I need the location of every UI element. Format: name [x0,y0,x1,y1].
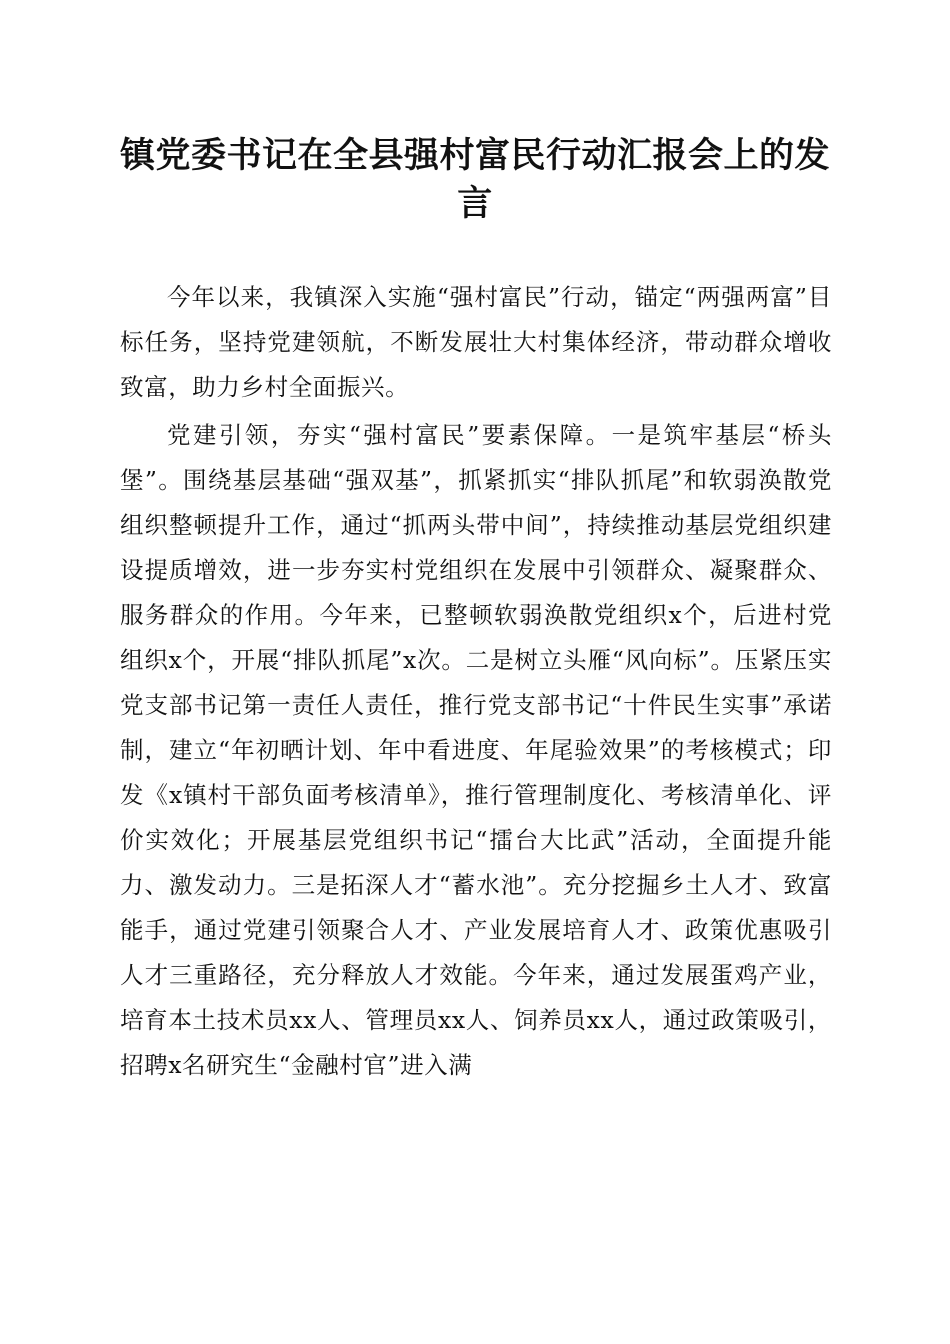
document-body [120,275,832,1091]
paragraph-party-building: 党建引领，夯实“强村富民”要素保障。一是筑牢基层“桥头堡”。围绕基层基础“强双基”，抓紧抓实“排队抓尾”和软弱涣散党组织整顿提升工作，通过“抓两头带中间”，持续推动基层党组织建设提质增效，进一步夯实村党组织在发展中引领群众、凝聚群众、服务群众的作用。今年来，已整顿软弱涣散党组织x个，后进村党组织x个，开展“排队抓尾”x次。二是树立头雁“风向标”。压紧压实党支部书记第一责任人责任，推行党支部书记“十件民生实事”承诺制，建立“年初晒计划、年中看进度、年尾验效果”的考核模式；印发《x镇村干部负面考核清单》，推行管理制度化、考核清单化、评价实效化；开展基层党组织书记“擂台大比武”活动，全面提升能力、激发动力。三是拓深人才“蓄水池”。充分挖掘乡土人才、致富能手，通过党建引领聚合人才、产业发展培育人才、政策优惠吸引人才三重路径，充分释放人才效能。今年来，通过发展蛋鸡产业，培育本土技术员xx人、管理员xx人、饲养员xx人，通过政策吸引，招聘x名研究生“金融村官”进入满 [120,421,832,1079]
paragraph-intro: 今年以来，我镇深入实施“强村富民”行动，锚定“两强两富”目标任务，坚持党建领航，不断发展壮大村集体经济，带动群众增收致富，助力乡村全面振兴。 [120,283,832,401]
document-title: 镇党委书记在全县强村富民行动汇报会上的发言 [119,135,830,224]
